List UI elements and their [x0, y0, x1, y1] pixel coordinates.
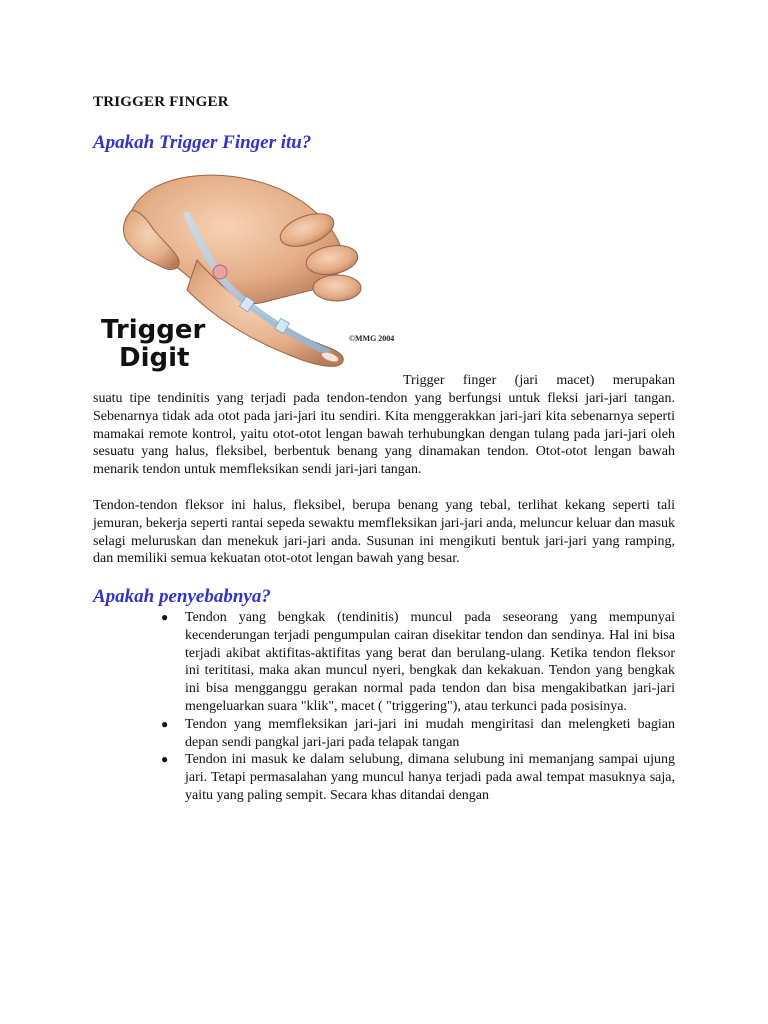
paragraph-2: Tendon-tendon fleksor ini halus, fleksibel, berupa benang yang tebal, terlihat kekang seperti tali jemuran, bekerja seperti rantai sepeda sewaktu memfleksikan jari-jari anda, meluncur keluar dan masuk selagi meluruskan dan menekuk jari-jari anda. Susunan ini mengikuti bentuk jari-jari yang ramping, dan memiliki semua kekuatan otot-otot lengan bawah yang besar. — [93, 498, 675, 567]
bullet-icon: ● — [161, 752, 169, 767]
caption-line-1: Trigger — [101, 315, 206, 345]
bullet-icon: ● — [161, 716, 169, 731]
section-heading-cause: Apakah penyebabnya? — [93, 586, 271, 607]
cause-bullet-list — [93, 609, 675, 805]
list-item — [93, 609, 675, 716]
figure-caption — [101, 316, 205, 372]
section-heading-what: Apakah Trigger Finger itu? — [93, 132, 312, 153]
paragraph-1: suatu tipe tendinitis yang terjadi pada tendon-tendon yang berfungsi untuk fleksi jari-jari tangan. Sebenarnya tidak ada otot pada jari-jari itu sendiri. Kita menggerakkan jari-jari kita sebenarnya seperti mamakai remote kontrol, yaitu otot-otot lengan bawah terhubungkan dengan tulang pada jari-jari oleh sesuatu yang halus, fleksibel, berbentuk benang yang dinamakan tendon. Otot-otot lengan bawah menarik tendon untuk memfleksikan sendi jari-jari tangan. — [93, 391, 675, 478]
finger-ring — [313, 275, 361, 301]
list-item — [93, 716, 675, 752]
document-title: TRIGGER FINGER — [93, 94, 229, 110]
list-item — [93, 751, 675, 804]
paragraph-1-first-line: Trigger finger (jari macet) merupakan — [403, 373, 675, 388]
bullet-icon: ● — [161, 610, 169, 624]
caption-line-2: Digit — [119, 343, 190, 373]
list-item-text: Tendon yang bengkak (tendinitis) muncul pada seseorang yang mempunyai kecenderungan terjadi pengumpulan cairan disekitar tendon dan sendinya. Hal ini bisa terjadi akibat aktifitas-aktifitas yang berat dan berulang-ulang. Ketika tendon fleksor ini terititasi, maka akan muncul nyeri, bengkak dan kekakuan. Tendon yang bengkak ini bisa mengganggu gerakan normal pada tendon dan bisa mengakibatkan jari-jari mengeluarkan suara "klik", macet ( "triggering"), atau terkunci pada posisinya. — [185, 610, 675, 714]
tendon-nodule — [213, 265, 227, 279]
figure-copyright: ©MMG 2004 — [349, 334, 395, 343]
list-item-text: Tendon yang memfleksikan jari-jari ini mudah mengiritasi dan melengketi bagian depan sendi pangkal jari-jari pada telapak tangan — [185, 716, 675, 750]
list-item-text: Tendon ini masuk ke dalam selubung, dimana selubung ini memanjang sampai ujung jari. Tetapi permasalahan yang muncul hanya terjadi pada awal tempat masuknya saja, yaitu yang paling sempit. Secara khas ditandai dengan — [185, 752, 675, 803]
